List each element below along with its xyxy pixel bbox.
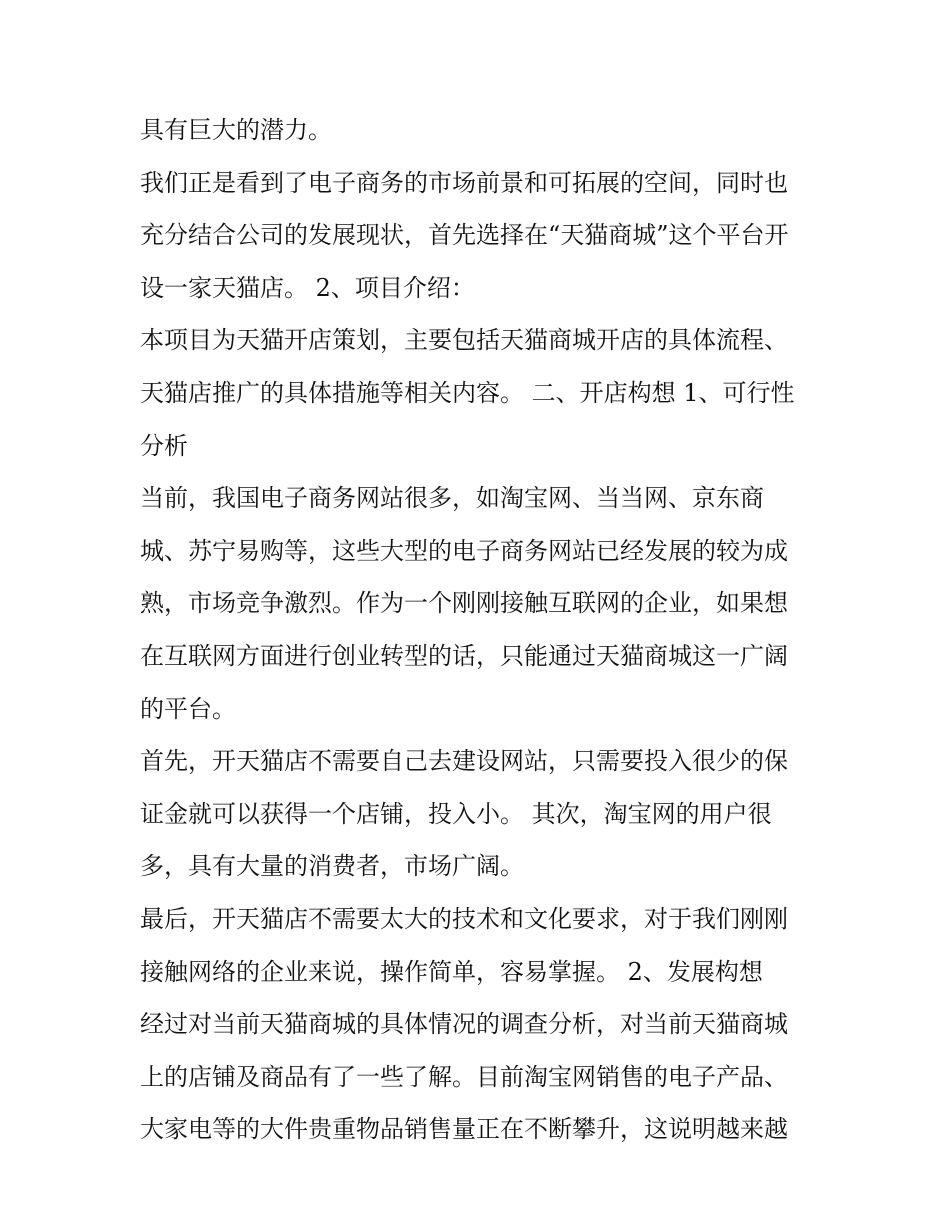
- text-line: 大家电等的大件贵重物品销售量正在不断攀升，这说明越来越: [140, 1115, 788, 1144]
- text-line: 多，具有大量的消费者，市场广阔。: [140, 852, 524, 881]
- text-line: 当前，我国电子商务网站很多，如淘宝网、当当网、京东商: [140, 484, 764, 513]
- text-line: 设一家天猫店。 2、项目介绍：: [140, 273, 475, 302]
- text-line: 接触网络的企业来说，操作简单，容易掌握。 2、发展构想: [140, 957, 763, 986]
- text-line: 在互联网方面进行创业转型的话，只能通过天猫商城这一广阔: [140, 641, 788, 670]
- text-line: 的平台。: [140, 694, 236, 723]
- text-line: 我们正是看到了电子商务的市场前景和可拓展的空间，同时也: [140, 168, 788, 197]
- text-line: 城、苏宁易购等，这些大型的电子商务网站已经发展的较为成: [140, 536, 788, 565]
- text-line: 最后，开天猫店不需要太大的技术和文化要求，对于我们刚刚: [140, 904, 788, 933]
- text-line: 分析: [140, 431, 188, 460]
- document-body: [140, 104, 820, 1156]
- text-line: 首先，开天猫店不需要自己去建设网站，只需要投入很少的保: [140, 747, 788, 776]
- text-line: 经过对当前天猫商城的具体情况的调查分析，对当前天猫商城: [140, 1010, 788, 1039]
- text-line: 具有巨大的潜力。: [140, 116, 332, 144]
- text-line: 上的店铺及商品有了一些了解。目前淘宝网销售的电子产品、: [140, 1062, 788, 1091]
- text-line: 天猫店推广的具体措施等相关内容。 二、开店构想 1、可行性: [140, 378, 795, 407]
- text-line: 本项目为天猫开店策划，主要包括天猫商城开店的具体流程、: [140, 326, 788, 355]
- text-line: 充分结合公司的发展现状，首先选择在“天猫商城”这个平台开: [140, 221, 789, 250]
- text-line: 熟，市场竞争激烈。作为一个刚刚接触互联网的企业，如果想: [140, 589, 788, 618]
- text-line: 证金就可以获得一个店铺，投入小。 其次，淘宝网的用户很: [140, 799, 772, 828]
